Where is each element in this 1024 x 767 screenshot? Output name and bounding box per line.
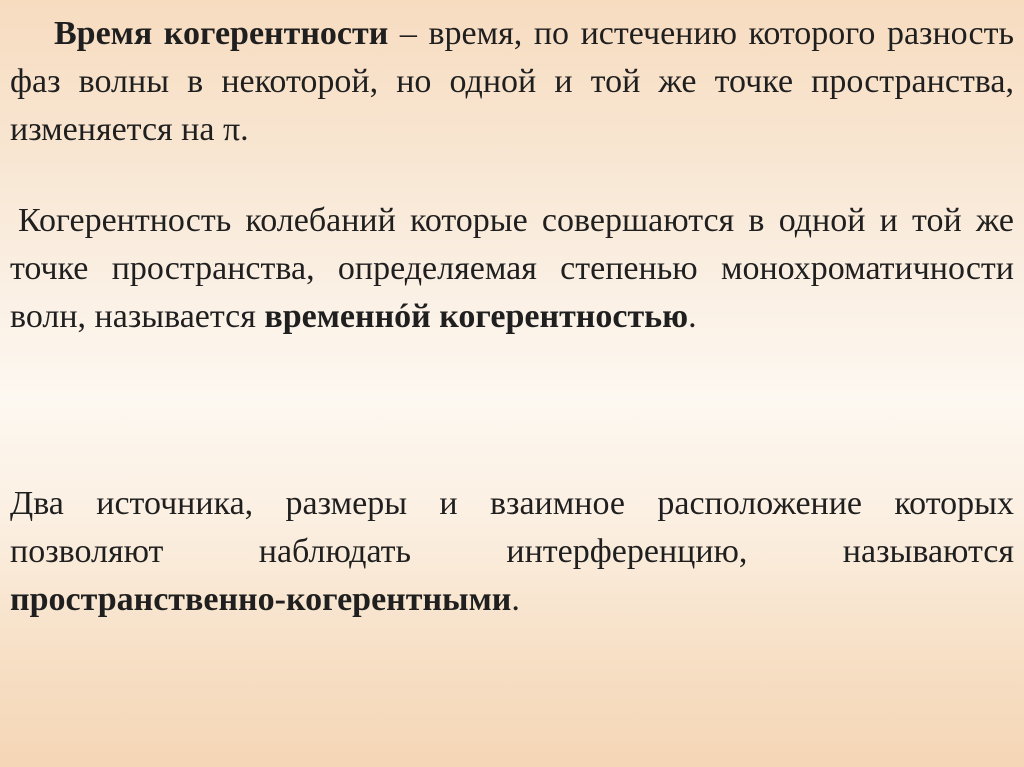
definition-coherence-time: – время, по истечению которого разность фаз волны в некоторой, но одной и той же точке пространства, изменяется на π. bbox=[10, 15, 1014, 148]
paragraph-end-mark: . bbox=[511, 581, 520, 618]
term-coherence-time: Время когерентности bbox=[54, 15, 389, 52]
definition-temporal-coherence: Когерентность колебаний которые совершаются в одной и той же точке пространства, определяемая степенью монохроматичности волн, называется bbox=[10, 202, 1014, 335]
paragraph-temporal-coherence bbox=[10, 197, 1014, 341]
paragraph-coherence-time bbox=[10, 10, 1014, 154]
paragraph-spatial-coherence bbox=[10, 480, 1014, 624]
definition-spatial-coherence: Два источника, размеры и взаимное расположение которых позволяют наблюдать интерференцию, называются bbox=[10, 485, 1014, 570]
term-spatial-coherence: пространственно-когерентными bbox=[10, 581, 512, 618]
term-temporal-coherence: временнóй когерентностью bbox=[264, 298, 689, 335]
paragraph-end-mark: . bbox=[688, 298, 697, 335]
